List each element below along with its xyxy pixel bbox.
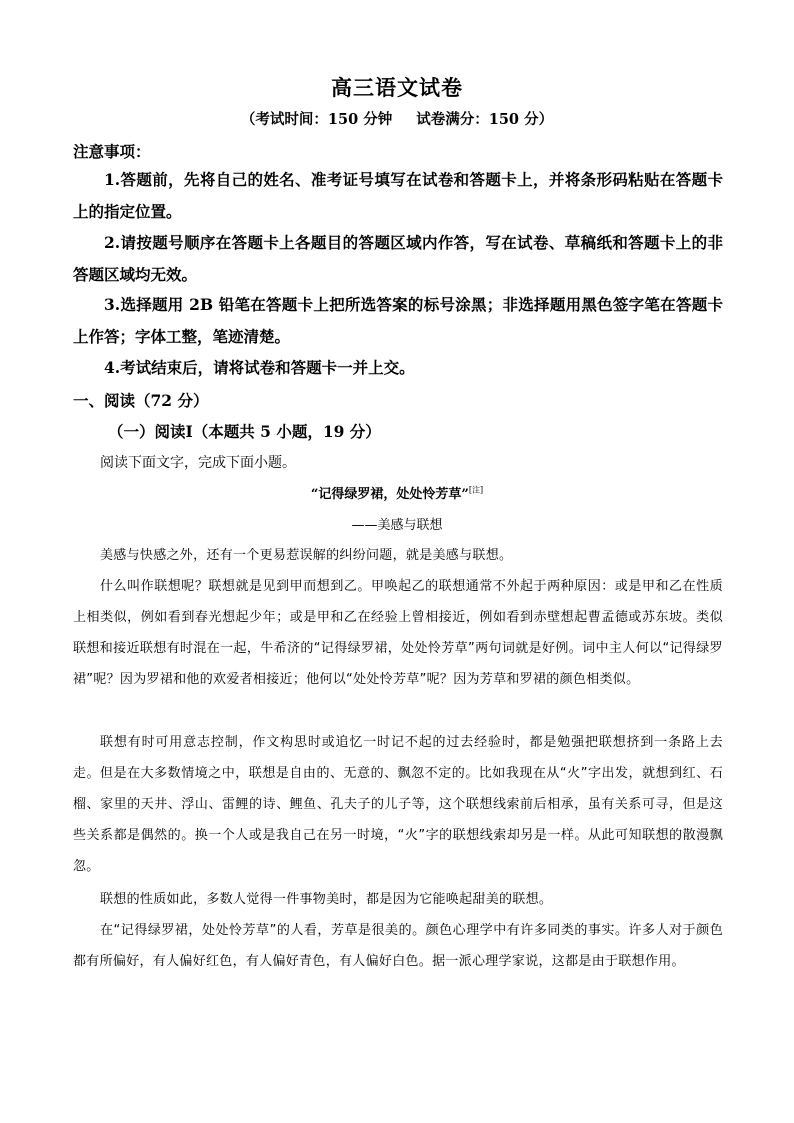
article-title-text: “记得绿罗裙，处处怜芳草” bbox=[310, 487, 469, 502]
article-subtitle: ——美感与联想 bbox=[351, 518, 443, 533]
article-paragraph: 联想的性质如此，多数人觉得一件事物美时，都是因为它能唤起甜美的联想。 bbox=[100, 892, 553, 907]
exam-title: 高三语文试卷 bbox=[331, 75, 463, 100]
note-item-2: 2.请按题号顺序在答题卡上各题目的答题区域内作答，写在试卷、草稿纸和答题卡上的非答题区域均无效。 bbox=[73, 233, 723, 284]
article-paragraph: 什么叫作联想呢？联想就是见到甲而想到乙。甲唤起乙的联想通常不外起于两种原因：或是甲和乙在性质上相类似，例如看到春光想起少年；或是甲和乙在经验上曾相接近，例如看到赤壁想起曹孟德或苏东坡。类似联想和接近联想有时混在一起，牛希济的“记得绿罗裙，处处怜芳草”两句词就是好例。词中主人何以“记得绿罗裙”呢？因为罗裙和他的欢爱者相接近；他何以“处处怜芳草”呢？因为芳草和罗裙的颜色相类似。 bbox=[73, 579, 723, 687]
note-item-4: 4.考试结束后，请将试卷和答题卡一并上交。 bbox=[104, 358, 415, 377]
exam-time: （考试时间：150 分钟 bbox=[240, 111, 393, 128]
subsection-heading: （一）阅读Ⅰ（本题共 5 小题，19 分） bbox=[108, 422, 381, 441]
footnote-marker: [注] bbox=[468, 485, 484, 495]
article-paragraph: 美感与快感之外，还有一个更易惹误解的纠纷问题，就是美感与联想。 bbox=[100, 548, 513, 563]
section-heading: 一、阅读（72 分） bbox=[73, 391, 209, 410]
article-paragraph: 在“记得绿罗裙，处处怜芳草”的人看，芳草是很美的。颜色心理学中有许多同类的事实。许多人对于颜色都有所偏好，有人偏好红色，有人偏好青色，有人偏好白色。据一派心理学家说，这都是由于联想作用。 bbox=[73, 923, 723, 969]
article-title bbox=[0, 483, 794, 502]
article-paragraph: 联想有时可用意志控制，作文构思时或追忆一时记不起的过去经验时，都是勉强把联想挤到一条路上去走。但是在大多数情境之中，联想是自由的、无意的、飘忽不定的。比如我现在从“火”字出发，就想到红、石榴、家里的天井、浮山、雷鲤的诗、鲤鱼、孔夫子的儿子等，这个联想线索前后相承，虽有关系可寻，但是这些关系都是偶然的。换一个人或是我自己在另一时境，“火”字的联想线索却另是一样。从此可知联想的散漫飘忽。 bbox=[73, 735, 723, 874]
exam-score: 试卷满分：150 分） bbox=[416, 111, 554, 128]
reading-instruction: 阅读下面文字，完成下面小题。 bbox=[100, 455, 296, 471]
exam-subtitle bbox=[0, 108, 794, 129]
notes-heading: 注意事项： bbox=[73, 142, 151, 161]
note-item-1: 1.答题前，先将自己的姓名、准考证号填写在试卷和答题卡上，并将条形码粘贴在答题卡上的指定位置。 bbox=[73, 170, 723, 221]
note-item-3: 3.选择题用 2B 铅笔在答题卡上把所选答案的标号涂黑；非选择题用黑色签字笔在答题卡上作答；字体工整，笔迹清楚。 bbox=[73, 295, 723, 346]
